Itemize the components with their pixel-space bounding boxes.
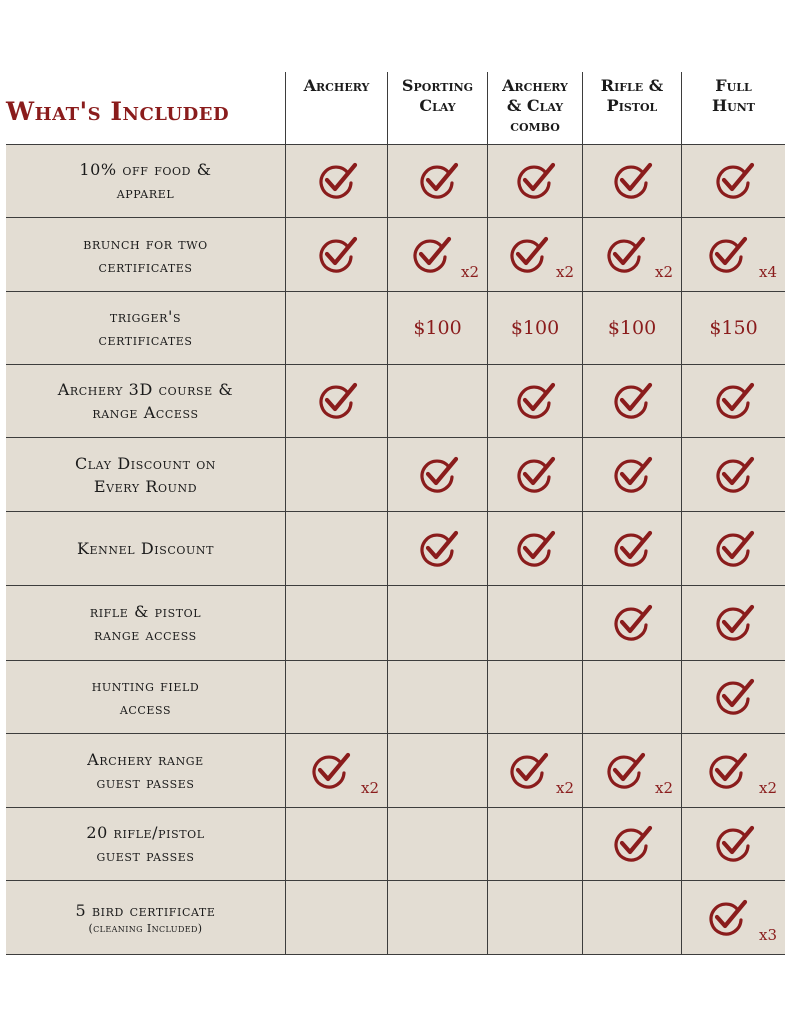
column-header-line: Full: [715, 76, 752, 95]
feature-cell: [285, 438, 387, 511]
feature-label-line: brunch for two: [83, 233, 208, 253]
check-circle-icon: [603, 749, 647, 793]
feature-cell: [582, 808, 681, 880]
feature-row: [6, 438, 785, 512]
column-header-line: Hunt: [712, 96, 755, 115]
feature-cell: [582, 218, 681, 291]
feature-label-line: 10% off food &: [79, 160, 212, 179]
multiplier-label: x2: [758, 779, 777, 797]
certificate-value: $100: [413, 317, 462, 339]
column-header-line: Archery: [502, 76, 568, 95]
check-circle-icon: [315, 233, 359, 277]
feature-cell: [582, 586, 681, 660]
feature-cell: [681, 292, 785, 364]
feature-label-line: guest passes: [96, 772, 195, 792]
feature-row: [6, 512, 785, 586]
feature-cell: [582, 881, 681, 954]
feature-label-line: hunting field: [91, 676, 200, 695]
feature-label: [6, 145, 285, 217]
check-circle-icon: [513, 527, 557, 571]
feature-label-line: access: [119, 699, 172, 718]
column-header-1: [285, 72, 387, 144]
feature-cell: [487, 145, 582, 217]
column-header-2: [387, 72, 487, 144]
feature-label: [6, 661, 285, 733]
certificate-value: $100: [607, 317, 657, 339]
feature-label: [6, 438, 285, 511]
page-title: What's Included: [6, 96, 230, 126]
feature-cell: [285, 218, 387, 291]
feature-row: [6, 881, 785, 955]
check-circle-icon: [712, 527, 756, 571]
feature-label: [6, 881, 285, 954]
feature-row: [6, 145, 785, 218]
check-circle-icon: [712, 822, 756, 866]
feature-label-line: range access: [94, 625, 197, 644]
feature-cell: [487, 734, 582, 807]
feature-label-line: rifle & pistol: [89, 602, 202, 621]
check-circle-icon: [712, 453, 756, 497]
column-header-line: Clay: [419, 96, 456, 115]
check-circle-icon: [308, 749, 352, 793]
feature-label: [6, 808, 285, 880]
feature-cell: [285, 808, 387, 880]
check-circle-icon: [513, 453, 557, 497]
feature-label: [6, 218, 285, 291]
feature-cell: [387, 438, 487, 511]
feature-label-line: guest passes: [96, 846, 195, 865]
check-circle-icon: [315, 159, 359, 203]
feature-cell: [387, 808, 487, 880]
feature-row: [6, 808, 785, 881]
feature-label-line: certificates: [98, 256, 193, 276]
feature-cell: [582, 145, 681, 217]
feature-row: [6, 218, 785, 292]
feature-cell: [487, 292, 582, 364]
feature-row: [6, 661, 785, 734]
feature-cell: [681, 808, 785, 880]
check-circle-icon: [610, 822, 654, 866]
feature-cell: [285, 365, 387, 437]
feature-cell: [487, 808, 582, 880]
feature-cell: [681, 512, 785, 585]
feature-cell: [285, 512, 387, 585]
feature-cell: [681, 881, 785, 954]
feature-cell: [387, 661, 487, 733]
feature-row: [6, 734, 785, 808]
certificate-value: $100: [510, 317, 560, 339]
column-header-line: combo: [510, 116, 560, 135]
feature-cell: [387, 586, 487, 660]
check-circle-icon: [409, 233, 453, 277]
feature-cell: [582, 365, 681, 437]
check-circle-icon: [416, 159, 460, 203]
feature-cell: [582, 661, 681, 733]
feature-row: [6, 365, 785, 438]
feature-label: [6, 365, 285, 437]
feature-label-line: certificates: [98, 330, 193, 349]
feature-cell: [582, 438, 681, 511]
feature-cell: [387, 365, 487, 437]
feature-cell: [582, 734, 681, 807]
multiplier-label: x4: [758, 263, 777, 281]
feature-label-line: range Access: [92, 403, 199, 422]
column-header-line: Sporting: [401, 76, 474, 95]
header-row: [6, 72, 785, 145]
feature-sublabel: (cleaning Included): [88, 922, 203, 935]
check-circle-icon: [610, 453, 654, 497]
feature-cell: [487, 881, 582, 954]
feature-label-line: Every Round: [93, 476, 198, 496]
feature-label: [6, 586, 285, 660]
column-header-line: & Clay: [506, 96, 564, 115]
feature-label-line: Archery range: [87, 749, 204, 769]
feature-cell: [681, 661, 785, 733]
column-header-line: Pistol: [606, 96, 658, 115]
feature-cell: [487, 586, 582, 660]
feature-label-line: Archery 3D course &: [57, 380, 234, 399]
check-circle-icon: [610, 159, 654, 203]
check-circle-icon: [705, 896, 749, 940]
feature-cell: [285, 145, 387, 217]
check-circle-icon: [610, 379, 654, 423]
check-circle-icon: [416, 453, 460, 497]
multiplier-label: x2: [360, 779, 379, 797]
feature-label-line: trigger's: [109, 307, 182, 326]
feature-cell: [285, 881, 387, 954]
feature-label-line: 5 bird certificate: [75, 901, 216, 920]
multiplier-label: x2: [654, 263, 673, 281]
check-circle-icon: [610, 601, 654, 645]
feature-cell: [487, 218, 582, 291]
feature-cell: [387, 881, 487, 954]
feature-cell: [387, 145, 487, 217]
feature-cell: [487, 365, 582, 437]
feature-cell: [387, 512, 487, 585]
check-circle-icon: [712, 159, 756, 203]
feature-cell: [285, 586, 387, 660]
feature-cell: [487, 512, 582, 585]
feature-cell: [387, 292, 487, 364]
feature-label-line: 20 rifle/pistol: [86, 823, 205, 842]
check-circle-icon: [506, 233, 550, 277]
multiplier-label: x2: [654, 779, 673, 797]
multiplier-label: x2: [460, 263, 479, 281]
check-circle-icon: [705, 749, 749, 793]
feature-label: [6, 512, 285, 585]
feature-cell: [487, 661, 582, 733]
check-circle-icon: [513, 379, 557, 423]
feature-cell: [285, 292, 387, 364]
feature-cell: [681, 438, 785, 511]
feature-cell: [285, 734, 387, 807]
column-header-line: Archery: [303, 76, 370, 95]
feature-label-line: apparel: [116, 183, 175, 202]
check-circle-icon: [603, 233, 647, 277]
comparison-table: [6, 72, 785, 955]
feature-cell: [582, 292, 681, 364]
column-header-3: [487, 72, 582, 144]
feature-cell: [681, 145, 785, 217]
feature-label: [6, 292, 285, 364]
check-circle-icon: [610, 527, 654, 571]
feature-cell: [681, 734, 785, 807]
check-circle-icon: [712, 675, 756, 719]
feature-cell: [487, 438, 582, 511]
check-circle-icon: [315, 379, 359, 423]
column-header-line: Rifle &: [600, 76, 664, 95]
feature-row: [6, 586, 785, 661]
multiplier-label: x2: [555, 263, 574, 281]
check-circle-icon: [705, 233, 749, 277]
feature-cell: [681, 586, 785, 660]
certificate-value: $150: [709, 317, 758, 339]
feature-label: [6, 734, 285, 807]
feature-label-line: Clay Discount on: [74, 453, 217, 473]
column-header-4: [582, 72, 681, 144]
check-circle-icon: [712, 379, 756, 423]
column-header-5: [681, 72, 785, 144]
feature-row: [6, 292, 785, 365]
multiplier-label: x2: [555, 779, 574, 797]
feature-cell: [681, 365, 785, 437]
feature-cell: [681, 218, 785, 291]
feature-cell: [582, 512, 681, 585]
feature-cell: [387, 218, 487, 291]
check-circle-icon: [513, 159, 557, 203]
multiplier-label: x3: [758, 926, 777, 944]
check-circle-icon: [506, 749, 550, 793]
feature-label-line: Kennel Discount: [76, 539, 215, 558]
feature-cell: [387, 734, 487, 807]
check-circle-icon: [416, 527, 460, 571]
feature-cell: [285, 661, 387, 733]
check-circle-icon: [712, 601, 756, 645]
